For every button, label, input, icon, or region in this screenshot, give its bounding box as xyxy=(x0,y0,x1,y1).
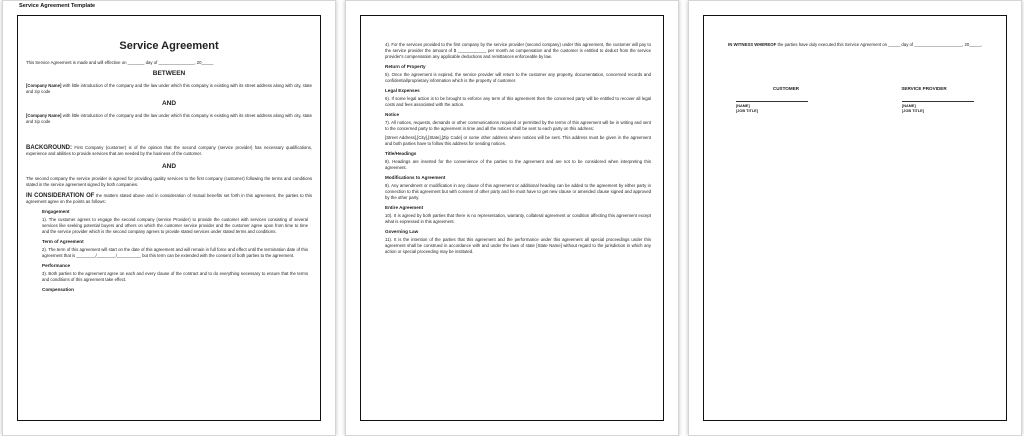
clause-3: 3). Both parties to the agreement agree on each and every clause of the contract and to do everything necessary to ensure that the terms and conditions of this agreement take effect. xyxy=(42,271,308,282)
and-heading-2: AND xyxy=(161,163,177,170)
consideration-text: the matters stated above and in consideration of mutual benefits set forth in this agreement, the parties to this agreement agree on the points as follows: xyxy=(26,193,312,204)
witness-lead: IN WITNESS WHEREOF xyxy=(728,42,777,47)
return-heading: Return of Property xyxy=(385,64,426,69)
signature-line xyxy=(902,101,974,102)
document-page-3 xyxy=(688,0,1022,436)
signature-blocks xyxy=(736,101,982,114)
governing-law-heading: Governing Law xyxy=(385,229,419,234)
customer-name-label: [NAME] xyxy=(736,104,750,108)
consideration-lead: IN CONSIDERATION OF xyxy=(26,193,95,199)
provider-job-label: [JOB TITLE] xyxy=(902,109,924,113)
legal-heading: Legal Expenses xyxy=(385,88,420,93)
background-lead: BACKGROUND: xyxy=(26,145,72,151)
clause-4: 4). For the services provided to the first company by the service provider (second company) under this agreement, the customer will pay to the service provider the amount of $ ____________ per month as compensation and the customer is entitled to deduct from the service provider's compensation any applicable deductions and remittances enforceable by law. xyxy=(385,42,651,59)
clause-10: 10). It is agreed by both parties that there is no representation, warranty, collateral agreement or condition affecting this agreement except what is expressed in this agreement. xyxy=(385,213,651,224)
signature-headings xyxy=(736,86,974,91)
notice-heading: Notice xyxy=(385,112,400,117)
party-2-name: [Company Name] xyxy=(26,113,62,118)
template-label: Service Agreement Template xyxy=(19,3,96,9)
clause-1: 1). The customer agrees to engage the second company (service Provider) to provide the customer with services consisting of several services like seeking potential buyers and others on which the customer service provider and the customer agree upon from time to time and the service provider which is the second company agrees to provide stated services under stated terms and conditions. xyxy=(42,217,308,234)
performance-heading: Performance xyxy=(42,263,71,268)
background-text: First Company (customer) is of the opinion that the second company (service provider) has necessary qualifications, experience and abilities to provide services that are needed by the business of the customer. xyxy=(26,145,312,156)
witness-text: the parties have duly executed this Service Agreement on _____ day of ____________________, 20_____. xyxy=(777,42,983,47)
compensation-heading: Compensation xyxy=(42,287,74,292)
page-border xyxy=(703,15,1007,421)
clause-11: 11). It is the intention of the parties that this agreement and the performance under this agreement all special proceedings under this agreement shall be construed in accordance with and under the laws of state [State Name] without regard to the jurisdiction in which any action or special proceeding may be instituted. xyxy=(385,237,651,254)
signature-line xyxy=(736,101,808,102)
party-2-text: with little introduction of the company and the law under which this company is existing with its street address along with city, state and zip code xyxy=(26,113,313,124)
clause-6: 6). If some legal action is to be brought to enforce any term of this agreement then the concerned party will be entitled to recover all legal costs and fees associated with the action. xyxy=(385,96,651,107)
title-heading: Title/Headings xyxy=(385,151,417,156)
notice-address: [Street Address],[City],[State],[Zip Code] or some other address where notices will be sent. This address must be given in the agreement and both parties have to follow this address for sending notices. xyxy=(385,135,651,146)
service-provider-heading: SERVICE PROVIDER xyxy=(901,86,947,91)
party-2-paragraph xyxy=(26,113,312,125)
customer-job-label: [JOB TITLE] xyxy=(736,109,758,113)
term-heading: Term of Agreement xyxy=(42,239,84,244)
clause-2: 2). The term of this agreement will start on the date of this agreement and will remain in full force and effect until the termination date of this agreement that is ________/________/__________ but this term can be extended with the consent of both parties to the agreement. xyxy=(42,247,308,258)
document-page-1 xyxy=(2,0,336,436)
clause-8: 8). Headings are inserted for the convenience of the parties to the agreement and are not to be considered when interpreting this agreement. xyxy=(385,159,651,170)
page-border xyxy=(360,15,664,421)
party-1-name: [Company Name] xyxy=(26,83,62,88)
clause-7: 7). All notices, requests, demands or other communications required or permitted by the terms of this agreement will be in writing and sent to the concerned party to the agreement in time and all the notices shall be sent to each party on this address: xyxy=(385,120,651,131)
intro-paragraph: This Service Agreement is made and will effective on _______ day of _______________, 20_____ xyxy=(26,60,214,65)
party-1-paragraph xyxy=(26,83,312,95)
provider-signature-block xyxy=(902,101,982,114)
clause-5: 5). Once the agreement is expired, the service provider will return to the customer any property, documentation, concerned records and confidential/proprietary information which is the property of customer. xyxy=(385,72,651,83)
party-1-text: with little introduction of the company and the law under which this company is existing with its street address along with city, state and zip code xyxy=(26,83,313,94)
consideration-paragraph xyxy=(26,193,312,205)
provider-name-label: [NAME] xyxy=(902,104,916,108)
entire-agreement-heading: Entire Agreement xyxy=(385,205,424,210)
document-title: Service Agreement xyxy=(119,40,219,52)
engagement-heading: Engagement xyxy=(42,209,70,214)
background-paragraph xyxy=(26,145,312,157)
page-border xyxy=(17,15,321,421)
document-page-2 xyxy=(345,0,679,436)
between-heading: BETWEEN xyxy=(152,70,186,77)
witness-paragraph xyxy=(728,42,994,48)
modifications-heading: Modifications to Agreement xyxy=(385,175,446,180)
second-company-paragraph: The second company the service provider is agreed for providing quality services to the first company (customer) following the terms and conditions stated in the service agreement signed by both companies. xyxy=(26,176,312,187)
customer-heading: CUSTOMER xyxy=(772,86,800,91)
clause-9: 9). Any amendment or modification in any clause of this agreement or additional heading can be added to the agreement by either party in connection to this agreement but with consent of other party and he must have to get new clause or amended clause signed and approved by the other party. xyxy=(385,183,651,200)
and-heading-1: AND xyxy=(161,100,177,107)
customer-signature-block xyxy=(736,101,816,114)
